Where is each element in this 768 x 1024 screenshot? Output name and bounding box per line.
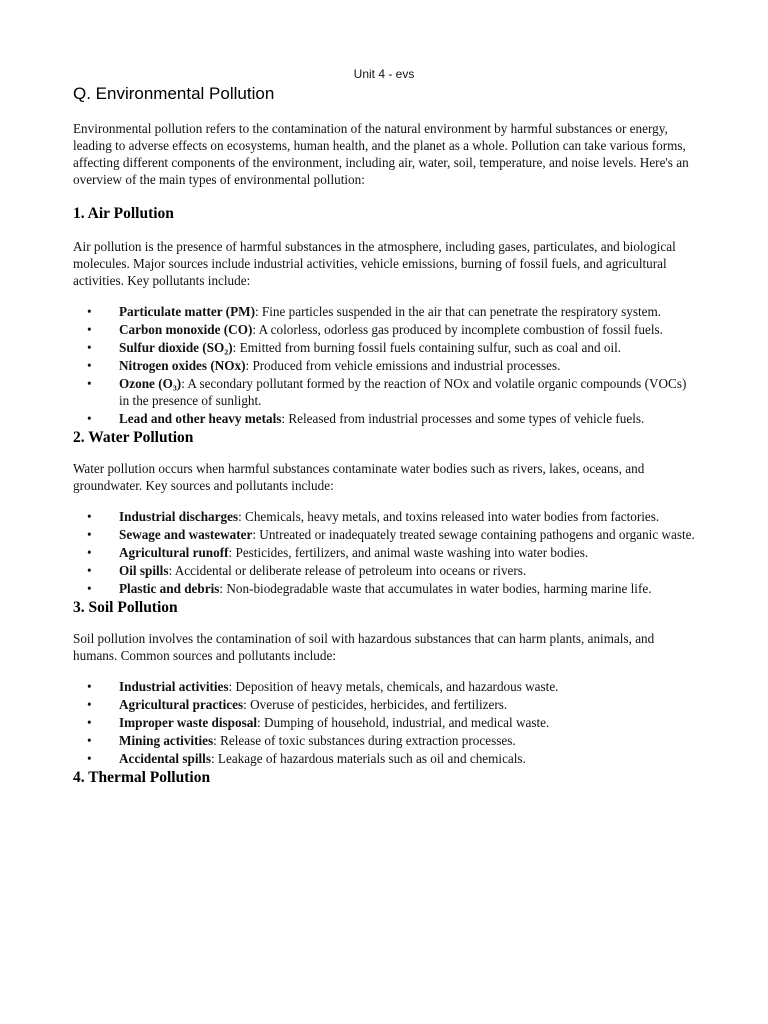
document-body [73, 120, 695, 802]
bullet-icon: • [87, 679, 92, 694]
list-item-description: : Pesticides, fertilizers, and animal waste washing into water bodies. [228, 545, 589, 560]
document-title: Q. Environmental Pollution [73, 84, 275, 103]
bullet-icon: • [87, 527, 92, 542]
list-item-term: Industrial activities [119, 679, 229, 694]
list-item-description: : Released from industrial processes and some types of vehicle fuels. [281, 411, 645, 426]
section-title-soil-pollution: 3. Soil Pollution [73, 599, 178, 616]
pollutant-list-soil [73, 678, 695, 767]
section-paragraph-water-pollution: Water pollution occurs when harmful substances contaminate water bodies such as rivers, lakes, oceans, and groundwater. Key sources and pollutants include: [73, 461, 645, 493]
list-item-term: Mining activities [119, 733, 214, 748]
list-item [73, 750, 695, 767]
list-item-description: : Emitted from burning fossil fuels containing sulfur, such as coal and oil. [232, 340, 622, 355]
list-item-description: : A colorless, odorless gas produced by incomplete combustion of fossil fuels. [252, 322, 663, 337]
section-title-thermal-pollution: 4. Thermal Pollution [73, 769, 211, 786]
list-item-term: Agricultural practices [119, 697, 244, 712]
list-item [73, 714, 695, 731]
list-item-description: : Dumping of household, industrial, and medical waste. [257, 715, 550, 730]
bullet-icon: • [87, 751, 92, 766]
list-item [73, 508, 695, 525]
list-item-term: Agricultural runoff [119, 545, 229, 560]
list-item [73, 357, 695, 374]
list-item-term: Lead and other heavy metals [119, 411, 282, 426]
list-item-term: Industrial discharges [119, 509, 239, 524]
list-item [73, 562, 695, 579]
list-item-term: Plastic and debris [119, 581, 220, 596]
bullet-icon: • [87, 697, 92, 712]
list-item [73, 544, 695, 561]
list-item-term: Sulfur dioxide (SO₂) [119, 340, 233, 355]
list-item-description: : Untreated or inadequately treated sewage containing pathogens and organic waste. [252, 527, 695, 542]
list-item-description: : Fine particles suspended in the air that can penetrate the respiratory system. [254, 304, 662, 319]
bullet-icon: • [87, 304, 92, 319]
list-item-term: Ozone (O₃) [119, 376, 182, 391]
list-item-description: : Non-biodegradable waste that accumulates in water bodies, harming marine life. [219, 581, 652, 596]
page-header: Unit 4 - evs [353, 67, 415, 81]
list-item-description: : A secondary pollutant formed by the reaction of NOx and volatile organic compounds (VOCs) in the presence of sunlight. [119, 376, 687, 408]
list-item [73, 303, 695, 320]
list-item-term: Oil spills [119, 563, 169, 578]
bullet-icon: • [87, 733, 92, 748]
bullet-icon: • [87, 340, 92, 355]
bullet-icon: • [87, 545, 92, 560]
list-item-description: : Leakage of hazardous materials such as oil and chemicals. [210, 751, 526, 766]
list-item-term: Particulate matter (PM) [119, 304, 255, 319]
list-item-description: : Accidental or deliberate release of petroleum into oceans or rivers. [168, 563, 527, 578]
list-item [73, 321, 695, 338]
bullet-icon: • [87, 509, 92, 524]
bullet-icon: • [87, 715, 92, 730]
section-paragraph-air-pollution: Air pollution is the presence of harmful substances in the atmosphere, including gases, particulates, and biological molecules. Major sources include industrial activities, vehicle emissions, burning of fossil fuels, and agricultural activities. Key pollutants include: [73, 239, 676, 288]
list-item-description: : Deposition of heavy metals, chemicals, and hazardous waste. [228, 679, 559, 694]
list-item [73, 696, 695, 713]
list-item [73, 375, 695, 409]
list-item [73, 339, 695, 356]
section-title-air-pollution: 1. Air Pollution [73, 205, 174, 222]
bullet-icon: • [87, 358, 92, 373]
bullet-icon: • [87, 563, 92, 578]
intro-paragraph: Environmental pollution refers to the contamination of the natural environment by harmful substances or energy, leading to adverse effects on ecosystems, human health, and the planet as a whole. Pollution can take various forms, affecting different components of the environment, including air, water, soil, temperature, and noise levels. Here's an overview of the main types of environmental pollution: [73, 121, 689, 187]
bullet-icon: • [87, 322, 92, 337]
bullet-icon: • [87, 581, 92, 596]
section-title-water-pollution: 2. Water Pollution [73, 429, 194, 446]
list-item-description: : Produced from vehicle emissions and industrial processes. [245, 358, 561, 373]
list-item-term: Accidental spills [119, 751, 211, 766]
bullet-icon: • [87, 411, 92, 426]
list-item-term: Sewage and wastewater [119, 527, 253, 542]
list-item [73, 580, 695, 597]
list-item [73, 678, 695, 695]
pollutant-list-water [73, 508, 695, 597]
list-item-description: : Release of toxic substances during extraction processes. [213, 733, 516, 748]
list-item-term: Nitrogen oxides (NOx) [119, 358, 246, 373]
bullet-icon: • [87, 376, 92, 391]
pollutant-list-air [73, 303, 695, 427]
list-item-term: Carbon monoxide (CO) [119, 322, 253, 337]
list-item [73, 732, 695, 749]
list-item-term: Improper waste disposal [119, 715, 257, 730]
list-item [73, 410, 695, 427]
list-item-description: : Overuse of pesticides, herbicides, and fertilizers. [243, 697, 508, 712]
list-item [73, 526, 695, 543]
list-item-description: : Chemicals, heavy metals, and toxins released into water bodies from factories. [238, 509, 660, 524]
section-paragraph-soil-pollution: Soil pollution involves the contamination of soil with hazardous substances that can harm plants, animals, and humans. Common sources and pollutants include: [73, 631, 655, 663]
